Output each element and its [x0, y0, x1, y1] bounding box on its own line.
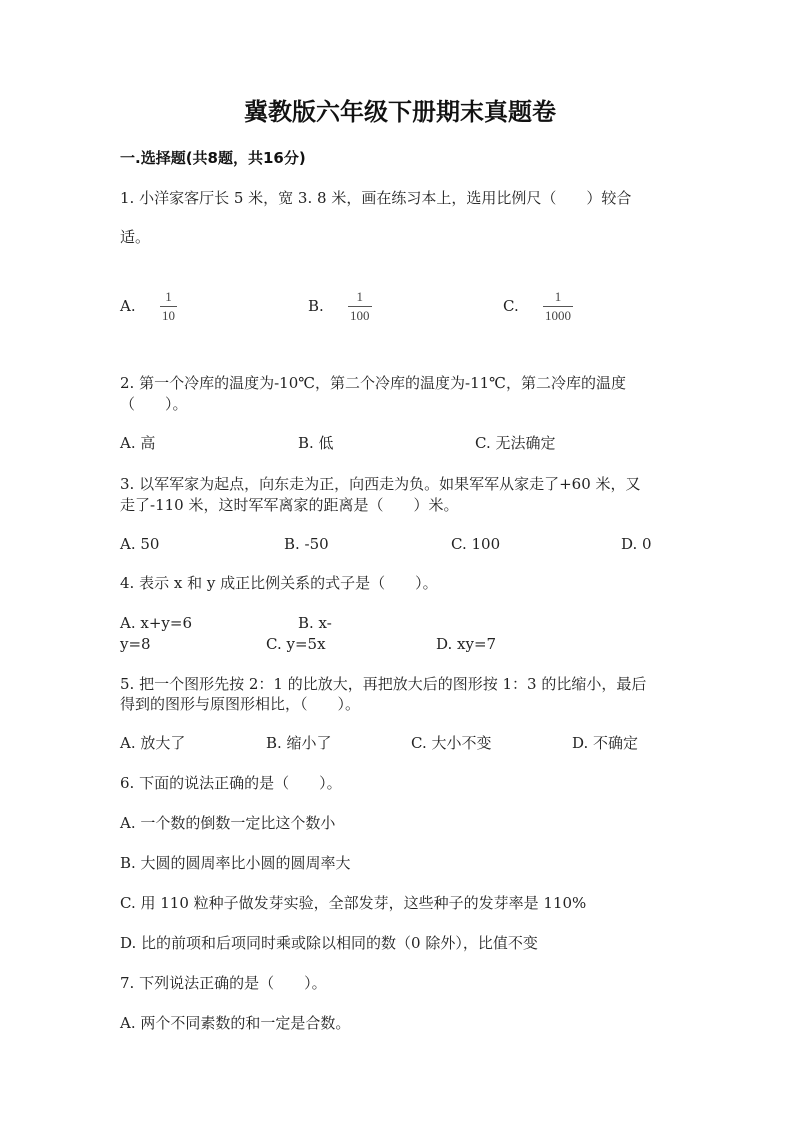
q1-option-b-fraction	[348, 290, 372, 323]
fraction-numerator: 1	[554, 289, 562, 304]
q4-option-b-cont: y=8	[120, 635, 151, 653]
q3-option-d: D. 0	[621, 535, 652, 553]
q1-option-a-letter: A.	[120, 297, 136, 315]
q4-option-b: B. x-	[298, 614, 332, 632]
question-3-text-cont: 走了-110 米，这时军军离家的距离是（ ）米。	[120, 496, 459, 514]
q1-option-a-fraction	[160, 290, 177, 323]
question-2-text-cont: （ ）。	[120, 395, 188, 413]
q5-option-a: A. 放大了	[120, 734, 186, 752]
page-title: 冀教版六年级下册期末真题卷	[244, 98, 556, 126]
q1-option-c-letter: C.	[503, 297, 519, 315]
q4-option-a: A. x+y=6	[120, 614, 192, 632]
q5-option-d: D. 不确定	[572, 734, 639, 752]
q5-option-c: C. 大小不变	[411, 734, 492, 752]
q3-option-b: B. -50	[284, 535, 329, 553]
fraction-bar	[348, 306, 372, 307]
question-4-text: 4. 表示 x 和 y 成正比例关系的式子是（ ）。	[120, 574, 438, 592]
fraction-denominator: 1000	[545, 308, 571, 323]
q6-option-a: A. 一个数的倒数一定比这个数小	[120, 814, 336, 832]
fraction-bar	[543, 306, 573, 307]
q2-option-c: C. 无法确定	[475, 434, 556, 452]
section-heading: 一.选择题(共8题，共16分)	[120, 149, 306, 167]
q6-option-d: D. 比的前项和后项同时乘或除以相同的数（0 除外），比值不变	[120, 934, 538, 952]
q4-option-d: D. xy=7	[436, 635, 497, 653]
question-1-text: 1. 小洋家客厅长 5 米，宽 3. 8 米，画在练习本上，选用比例尺（ ）较合	[120, 189, 632, 207]
fraction-numerator: 1	[165, 289, 172, 304]
q1-option-b-letter: B.	[308, 297, 324, 315]
q6-option-c: C. 用 110 粒种子做发芽实验，全部发芽，这些种子的发芽率是 110%	[120, 894, 587, 912]
q5-option-b: B. 缩小了	[266, 734, 332, 752]
question-5-text: 5. 把一个图形先按 2：1 的比放大，再把放大后的图形按 1：3 的比缩小，最后	[120, 675, 647, 693]
question-2-text: 2. 第一个冷库的温度为-10℃，第二个冷库的温度为-11℃，第二冷库的温度	[120, 374, 626, 392]
question-6-text: 6. 下面的说法正确的是（ ）。	[120, 774, 342, 792]
q3-option-c: C. 100	[451, 535, 501, 553]
question-5-text-cont: 得到的图形与原图形相比，（ ）。	[120, 695, 361, 713]
q2-option-b: B. 低	[298, 434, 334, 452]
question-1-text-cont: 适。	[120, 228, 151, 246]
q2-option-a: A. 高	[120, 434, 156, 452]
q3-option-a: A. 50	[120, 535, 160, 553]
fraction-denominator: 100	[350, 308, 370, 323]
fraction-denominator: 10	[162, 308, 175, 323]
q4-option-c: C. y=5x	[266, 635, 326, 653]
q1-option-c-fraction	[543, 290, 573, 323]
fraction-numerator: 1	[356, 289, 363, 304]
question-3-text: 3. 以军军家为起点，向东走为正，向西走为负。如果军军从家走了+60 米，又	[120, 475, 641, 493]
q6-option-b: B. 大圆的圆周率比小圆的圆周率大	[120, 854, 351, 872]
fraction-bar	[160, 306, 177, 307]
q7-option-a: A. 两个不同素数的和一定是合数。	[120, 1014, 351, 1032]
question-7-text: 7. 下列说法正确的是（ ）。	[120, 974, 327, 992]
